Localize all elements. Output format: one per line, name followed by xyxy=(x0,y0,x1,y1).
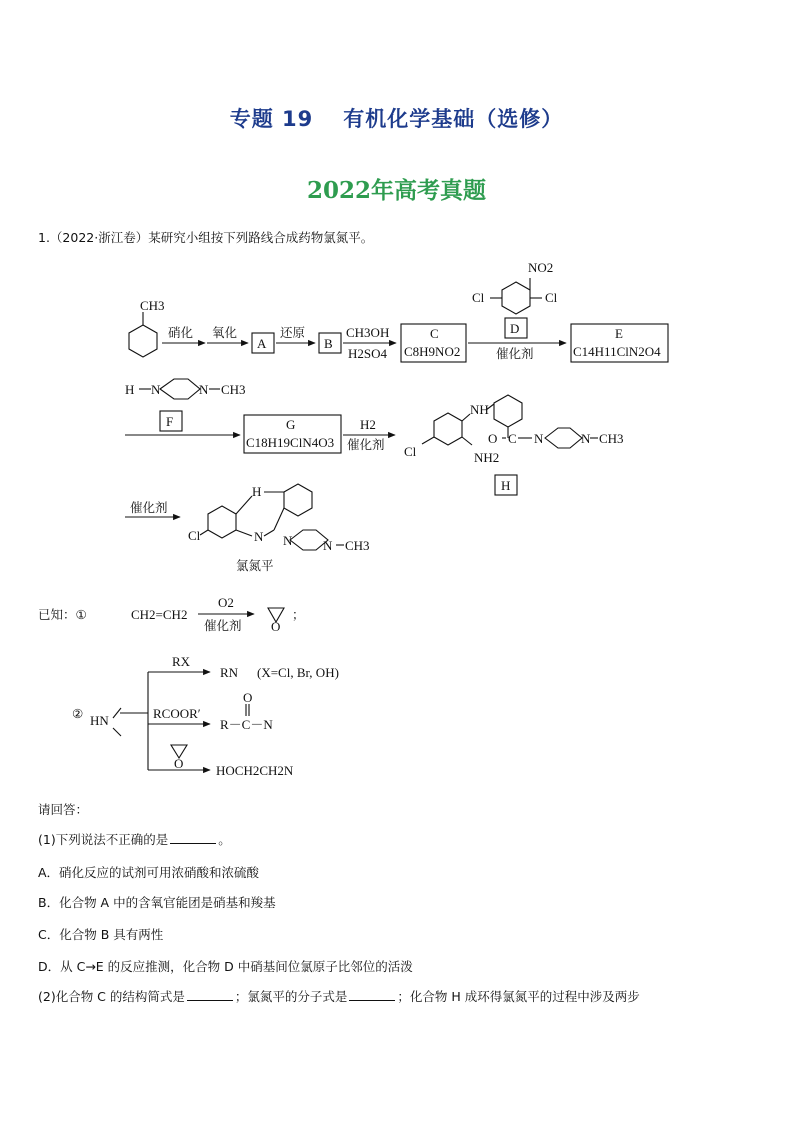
H-ch3: CH3 xyxy=(599,431,624,446)
question-2 xyxy=(38,987,640,1005)
compound-H-label: H xyxy=(501,478,511,493)
option-b: B．化合物 A 中的含氧官能团是硝基和羧基 xyxy=(38,895,276,910)
H-n-left: N xyxy=(534,431,544,446)
final-pip-n-right: N xyxy=(323,538,333,553)
option-c: C．化合物 B 具有两性 xyxy=(38,927,164,942)
topic-number: 专题 19 xyxy=(229,107,314,131)
compound-D-label: D xyxy=(510,321,520,336)
compound-E-formula: C14H11ClN2O4 xyxy=(573,344,661,359)
compound-C-label: C xyxy=(430,326,439,341)
epoxide-1-o: O xyxy=(271,619,281,634)
H-nh: NH xyxy=(470,402,489,417)
question-2-part-b: ；氯氮平的分子式是 xyxy=(234,989,348,1004)
piperazine-H xyxy=(545,428,582,448)
final-imine-n: N xyxy=(254,529,264,544)
D-cl-left: Cl xyxy=(472,290,485,305)
H-nh2: NH2 xyxy=(474,450,500,465)
ring-final-left xyxy=(208,506,236,538)
epoxide-2-o: O xyxy=(174,756,184,771)
option-d: D．从 C→E 的反应推测，化合物 D 中硝基间位氯原子比邻位的活泼 xyxy=(38,959,413,974)
known-semicolon: ； xyxy=(292,607,305,622)
known-rn: RN xyxy=(220,665,239,680)
final-product-name: 氯氮平 xyxy=(236,558,274,573)
question-intro: 1.（2022·浙江卷）某研究小组按下列路线合成药物氯氮平。 xyxy=(38,230,374,245)
answer-blank-1[interactable] xyxy=(170,831,216,844)
D-no2: NO2 xyxy=(528,260,554,275)
known-product3: HOCH2CH2N xyxy=(216,763,294,778)
H-carbonyl-c: C xyxy=(508,431,517,446)
F-ch3: CH3 xyxy=(221,382,246,397)
label-catalyst-3: 催化剂 xyxy=(130,500,168,515)
compound-E-label: E xyxy=(615,326,623,341)
toluene-ch3: CH3 xyxy=(140,298,165,313)
reagent-methanol: CH3OH xyxy=(346,325,390,340)
D-cl-right: Cl xyxy=(545,290,558,305)
final-ch3: CH3 xyxy=(345,538,370,553)
question-2-part-c: ；化合物 H 成环得氯氮平的过程中涉及两步 xyxy=(397,989,640,1004)
H-n-right: N xyxy=(581,431,591,446)
reagent-h2so4: H2SO4 xyxy=(348,346,388,361)
toluene-ring xyxy=(129,325,157,357)
label-nitration: 硝化 xyxy=(168,325,194,340)
F-h: H xyxy=(125,382,135,397)
synthesis-scheme xyxy=(0,250,793,790)
label-reduction: 还原 xyxy=(280,325,306,340)
known-rx: RX xyxy=(172,654,191,669)
answer-prompt: 请回答： xyxy=(38,802,89,817)
known-num2: ② xyxy=(72,706,84,721)
H-o: O xyxy=(488,431,498,446)
F-n-right: N xyxy=(199,382,209,397)
compound-B-label: B xyxy=(324,336,333,351)
ring-H-left xyxy=(434,413,462,445)
final-nh: H xyxy=(252,484,262,499)
known-rcoor: RCOOR′ xyxy=(153,706,201,721)
answer-blank-2[interactable] xyxy=(187,988,233,1001)
answer-blank-3[interactable] xyxy=(349,988,395,1001)
known-x-note: (X=Cl, Br, OH) xyxy=(257,665,339,680)
section-title: 2022年高考真题 xyxy=(306,177,486,204)
label-oxidation: 氧化 xyxy=(212,325,238,340)
known-catalyst: 催化剂 xyxy=(204,618,242,633)
dichloronitrobenzene-ring xyxy=(502,282,530,314)
topic-name: 有机化学基础（选修） xyxy=(343,107,564,131)
known-ethylene: CH2=CH2 xyxy=(131,607,188,622)
F-n-left: N xyxy=(151,382,161,397)
known-hn: HN xyxy=(90,713,109,728)
label-catalyst-1: 催化剂 xyxy=(496,346,534,361)
question-2-part-a: (2)化合物 C 的结构简式是 xyxy=(38,989,185,1004)
label-catalyst-2: 催化剂 xyxy=(347,437,385,452)
compound-G-label: G xyxy=(286,417,296,432)
reagent-h2: H2 xyxy=(360,417,376,432)
final-cl: Cl xyxy=(188,528,201,543)
question-1-end: 。 xyxy=(218,832,231,847)
question-1-text: (1)下列说法不正确的是 xyxy=(38,832,169,847)
compound-A-label: A xyxy=(257,336,267,351)
question-1 xyxy=(38,830,231,848)
known-o2: O2 xyxy=(218,595,234,610)
final-pip-n-left: N xyxy=(283,533,293,548)
option-a: A．硝化反应的试剂可用浓硝酸和浓硫酸 xyxy=(38,865,260,880)
known-prefix: 已知：① xyxy=(38,607,87,622)
ring-H-right xyxy=(494,395,522,427)
compound-G-formula: C18H19ClN4O3 xyxy=(246,435,335,450)
piperazine-F xyxy=(160,379,200,399)
page-title xyxy=(0,103,793,133)
known-amide: R－C－N xyxy=(220,717,273,732)
compound-F-label: F xyxy=(166,414,174,429)
compound-C-formula: C8H9NO2 xyxy=(404,344,461,359)
H-cl: Cl xyxy=(404,444,417,459)
ring-final-right xyxy=(284,484,312,516)
known-amide-o: O xyxy=(243,690,253,705)
